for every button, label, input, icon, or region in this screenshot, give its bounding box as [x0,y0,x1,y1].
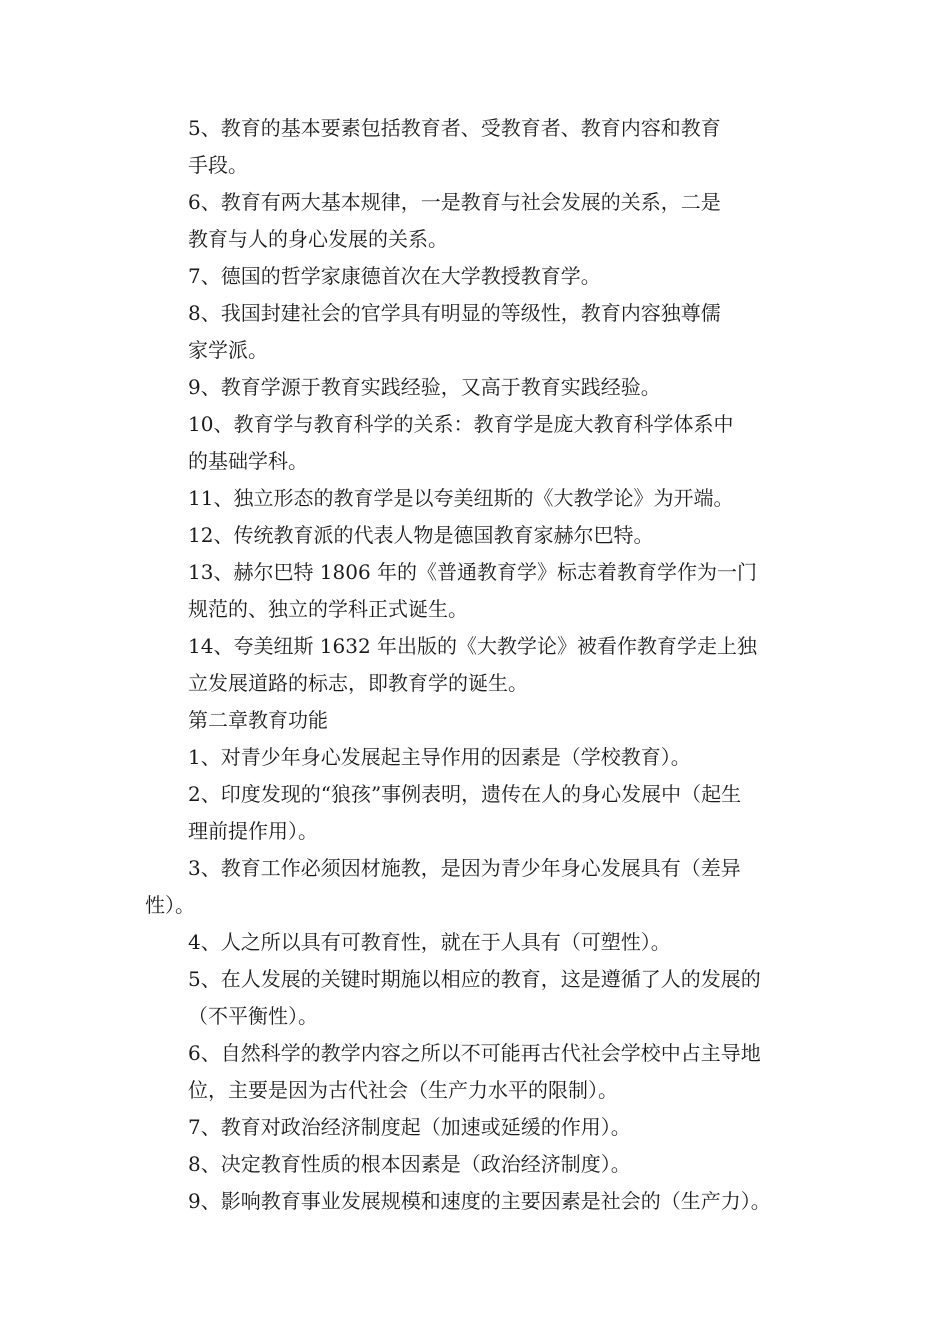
chapter-heading: 第二章教育功能 [188,708,328,732]
text-line: 14、夸美纽斯 1632 年出版的《大教学论》被看作教育学走上独 [188,634,758,658]
text-line: 7、德国的哲学家康德首次在大学教授教育学。 [188,264,601,288]
text-line: 3、教育工作必须因材施教，是因为青少年身心发展具有（差异 [188,856,741,880]
text-line: 立发展道路的标志，即教育学的诞生。 [188,671,528,695]
text-line: 规范的、独立的学科正式诞生。 [188,597,468,621]
text-line: （不平衡性）。 [188,1004,318,1028]
text-line: 5、在人发展的关键时期施以相应的教育，这是遵循了人的发展的 [188,967,761,991]
text-line: 7、教育对政治经济制度起（加速或延缓的作用）。 [188,1115,631,1139]
text-line: 教育与人的身心发展的关系。 [188,227,448,251]
text-line: 8、我国封建社会的官学具有明显的等级性，教育内容独尊儒 [188,301,721,325]
text-line: 性）。 [145,893,195,917]
text-line: 6、自然科学的教学内容之所以不可能再古代社会学校中占主导地 [188,1041,761,1065]
text-line: 家学派。 [188,338,268,362]
text-line: 2、印度发现的“狼孩”事例表明，遗传在人的身心发展中（起生 [188,782,742,806]
text-line: 理前提作用）。 [188,819,318,843]
text-line: 13、赫尔巴特 1806 年的《普通教育学》标志着教育学作为一门 [188,560,758,584]
text-line: 1、对青少年身心发展起主导作用的因素是（学校教育）。 [188,745,691,769]
text-line: 11、独立形态的教育学是以夸美纽斯的《大教学论》为开端。 [188,486,734,510]
text-line: 手段。 [188,153,248,177]
text-line: 6、教育有两大基本规律，一是教育与社会发展的关系，二是 [188,190,721,214]
text-line: 12、传统教育派的代表人物是德国教育家赫尔巴特。 [188,523,654,547]
text-line: 4、人之所以具有可教育性，就在于人具有（可塑性）。 [188,930,671,954]
text-line: 10、教育学与教育科学的关系：教育学是庞大教育科学体系中 [188,412,734,436]
text-line: 位，主要是因为古代社会（生产力水平的限制）。 [188,1078,618,1102]
text-line: 9、影响教育事业发展规模和速度的主要因素是社会的（生产力）。 [188,1189,771,1213]
text-line: 5、教育的基本要素包括教育者、受教育者、教育内容和教育 [188,116,721,140]
text-line: 8、决定教育性质的根本因素是（政治经济制度）。 [188,1152,631,1176]
text-line: 9、教育学源于教育实践经验，又高于教育实践经验。 [188,375,661,399]
text-line: 的基础学科。 [188,449,308,473]
